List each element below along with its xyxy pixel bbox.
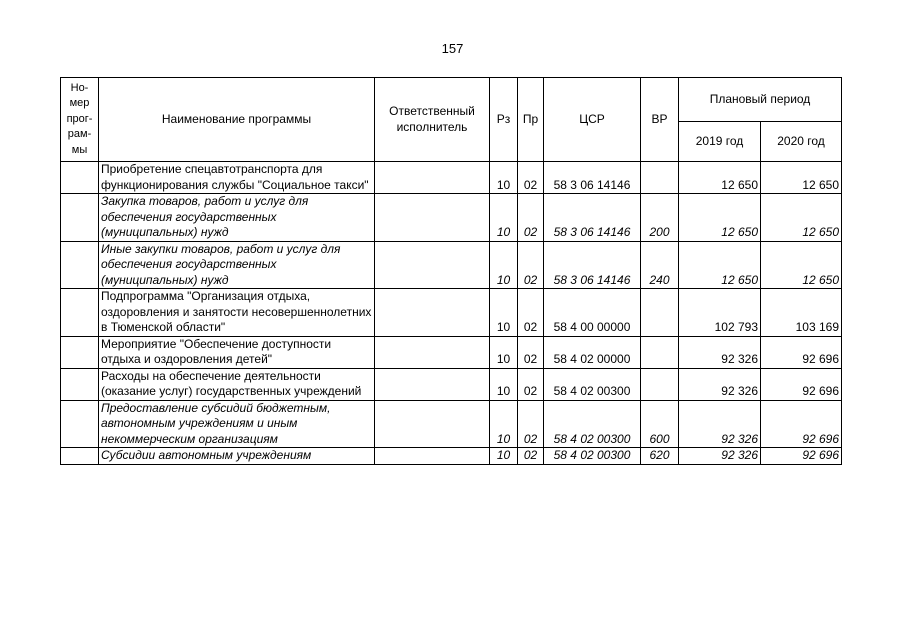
rz-cell: 10: [490, 368, 518, 400]
amount-2019-cell: 92 326: [679, 400, 761, 448]
csr-cell: 58 3 06 14146: [544, 194, 641, 242]
pr-cell: 02: [518, 162, 544, 194]
responsible-cell: [375, 194, 490, 242]
table-row: [61, 400, 842, 448]
pr-cell: 02: [518, 241, 544, 289]
table-row: [61, 162, 842, 194]
header-program-name: Наименование программы: [99, 78, 375, 162]
amount-2020-cell: 92 696: [761, 336, 842, 368]
rz-cell: 10: [490, 400, 518, 448]
pr-cell: 02: [518, 336, 544, 368]
amount-2019-cell: 102 793: [679, 289, 761, 337]
program-name-cell: Приобретение спецавтотранспорта для функционирования службы "Социальное такси": [99, 162, 375, 194]
csr-cell: 58 4 00 00000: [544, 289, 641, 337]
amount-2020-cell: 12 650: [761, 194, 842, 242]
amount-2019-cell: 12 650: [679, 162, 761, 194]
program-name-cell: Подпрограмма "Организация отдыха, оздоровления и занятости несовершеннолетних в Тюменской области": [99, 289, 375, 337]
rz-cell: 10: [490, 289, 518, 337]
table-row: [61, 241, 842, 289]
header-pr: Пр: [518, 78, 544, 162]
vr-cell: 600: [641, 400, 679, 448]
pr-cell: 02: [518, 448, 544, 465]
csr-cell: 58 3 06 14146: [544, 162, 641, 194]
rz-cell: 10: [490, 241, 518, 289]
program-number-cell: [61, 336, 99, 368]
csr-cell: 58 4 02 00300: [544, 368, 641, 400]
responsible-cell: [375, 162, 490, 194]
page-number: 157: [441, 41, 464, 56]
header-csr: ЦСР: [544, 78, 641, 162]
program-number-cell: [61, 194, 99, 242]
header-vr: ВР: [641, 78, 679, 162]
program-name-cell: Закупка товаров, работ и услуг для обеспечения государственных (муниципальных) нужд: [99, 194, 375, 242]
vr-cell: 240: [641, 241, 679, 289]
program-number-cell: [61, 289, 99, 337]
vr-cell: 620: [641, 448, 679, 465]
table-row: [61, 448, 842, 465]
csr-cell: 58 3 06 14146: [544, 241, 641, 289]
header-program-number: Но-мер прог-рам-мы: [61, 78, 99, 162]
responsible-cell: [375, 448, 490, 465]
pr-cell: 02: [518, 400, 544, 448]
amount-2020-cell: 92 696: [761, 368, 842, 400]
header-year-2020: 2020 год: [761, 122, 842, 162]
table-row: [61, 368, 842, 400]
table-row: [61, 336, 842, 368]
amount-2019-cell: 92 326: [679, 368, 761, 400]
vr-cell: [641, 336, 679, 368]
budget-table: [60, 77, 842, 465]
header-rz: Рз: [490, 78, 518, 162]
program-number-cell: [61, 368, 99, 400]
program-number-cell: [61, 241, 99, 289]
rz-cell: 10: [490, 162, 518, 194]
amount-2020-cell: 12 650: [761, 241, 842, 289]
program-number-cell: [61, 162, 99, 194]
program-name-cell: Предоставление субсидий бюджетным, автономным учреждениям и иным некоммерческим организациям: [99, 400, 375, 448]
csr-cell: 58 4 02 00000: [544, 336, 641, 368]
vr-cell: 200: [641, 194, 679, 242]
rz-cell: 10: [490, 336, 518, 368]
program-name-cell: Субсидии автономным учреждениям: [99, 448, 375, 465]
csr-cell: 58 4 02 00300: [544, 400, 641, 448]
pr-cell: 02: [518, 368, 544, 400]
amount-2019-cell: 92 326: [679, 336, 761, 368]
program-number-cell: [61, 448, 99, 465]
responsible-cell: [375, 400, 490, 448]
program-name-cell: Иные закупки товаров, работ и услуг для обеспечения государственных (муниципальных) нужд: [99, 241, 375, 289]
amount-2020-cell: 103 169: [761, 289, 842, 337]
table-row: [61, 289, 842, 337]
amount-2020-cell: 12 650: [761, 162, 842, 194]
table-row: [61, 194, 842, 242]
rz-cell: 10: [490, 448, 518, 465]
vr-cell: [641, 289, 679, 337]
responsible-cell: [375, 241, 490, 289]
amount-2019-cell: 92 326: [679, 448, 761, 465]
responsible-cell: [375, 336, 490, 368]
header-responsible: Ответственный исполнитель: [375, 78, 490, 162]
program-number-cell: [61, 400, 99, 448]
responsible-cell: [375, 289, 490, 337]
vr-cell: [641, 162, 679, 194]
amount-2019-cell: 12 650: [679, 241, 761, 289]
rz-cell: 10: [490, 194, 518, 242]
program-name-cell: Мероприятие "Обеспечение доступности отдыха и оздоровления детей": [99, 336, 375, 368]
responsible-cell: [375, 368, 490, 400]
header-year-2019: 2019 год: [679, 122, 761, 162]
pr-cell: 02: [518, 194, 544, 242]
program-name-cell: Расходы на обеспечение деятельности (оказание услуг) государственных учреждений: [99, 368, 375, 400]
csr-cell: 58 4 02 00300: [544, 448, 641, 465]
pr-cell: 02: [518, 289, 544, 337]
vr-cell: [641, 368, 679, 400]
amount-2020-cell: 92 696: [761, 448, 842, 465]
header-planned-period: Плановый период: [679, 78, 842, 122]
amount-2020-cell: 92 696: [761, 400, 842, 448]
amount-2019-cell: 12 650: [679, 194, 761, 242]
